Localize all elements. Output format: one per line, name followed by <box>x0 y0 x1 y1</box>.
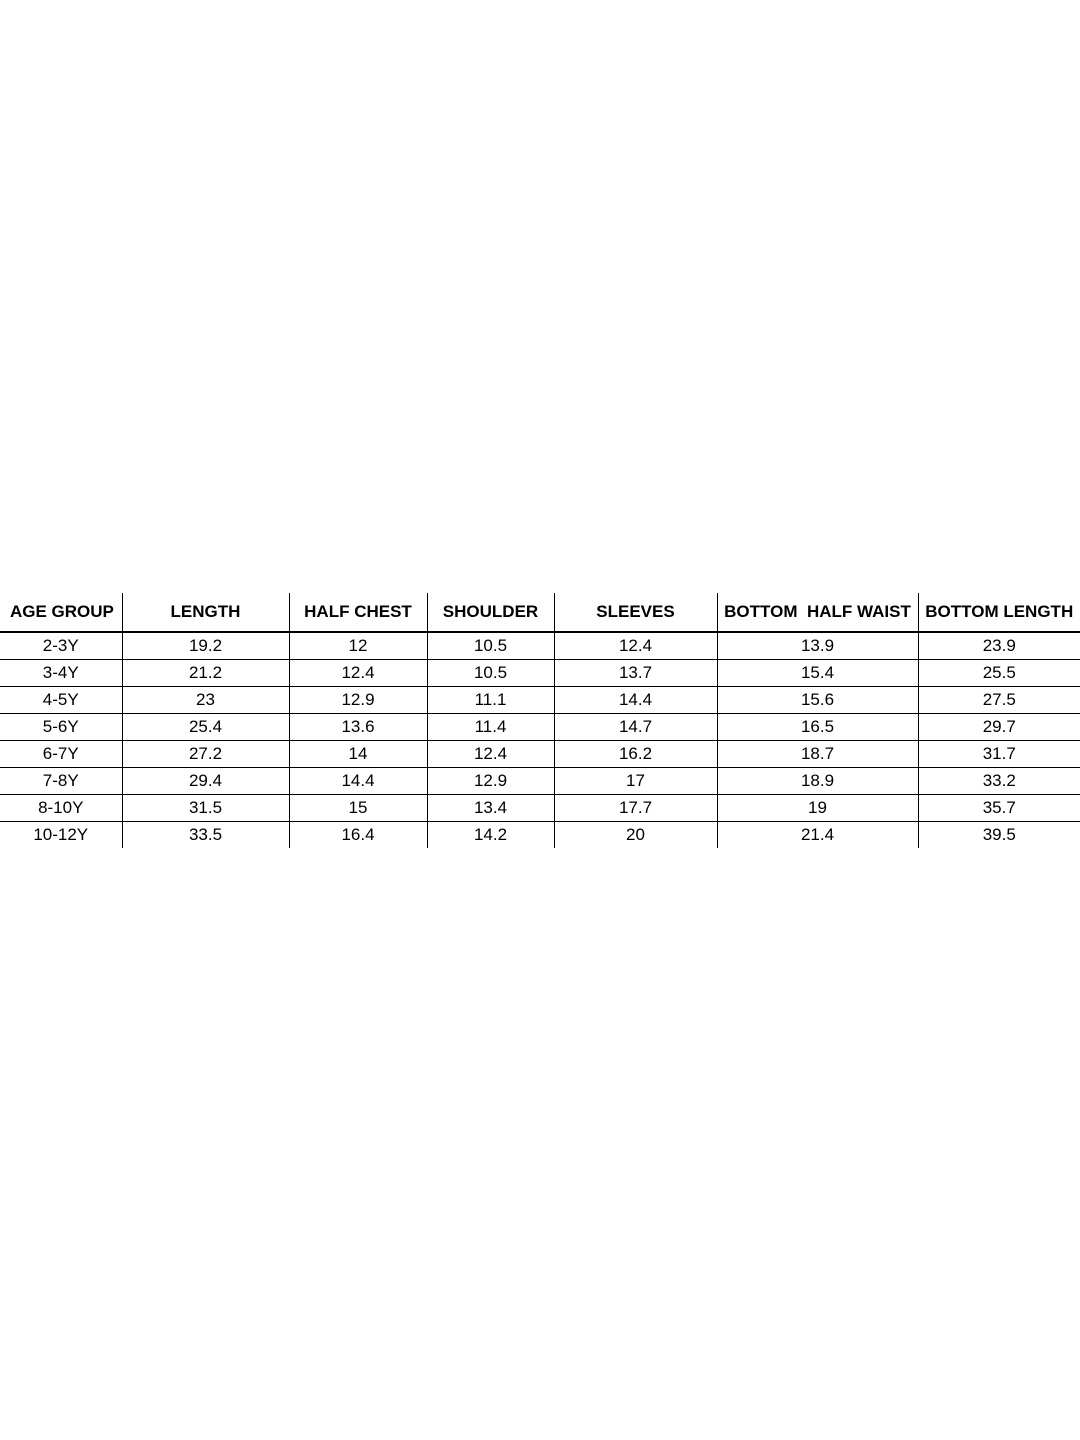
cell-half-chest: 12 <box>289 632 427 660</box>
cell-half-chest: 13.6 <box>289 714 427 741</box>
cell-length: 29.4 <box>122 768 289 795</box>
cell-bottom-length: 23.9 <box>918 632 1080 660</box>
cell-bottom-half-waist: 18.9 <box>717 768 918 795</box>
header-age-group: AGE GROUP <box>0 593 122 632</box>
table-row <box>0 714 1080 741</box>
cell-sleeves: 17.7 <box>554 795 717 822</box>
cell-sleeves: 13.7 <box>554 660 717 687</box>
table-row <box>0 768 1080 795</box>
cell-age-group: 4-5Y <box>0 687 122 714</box>
cell-bottom-length: 25.5 <box>918 660 1080 687</box>
cell-shoulder: 10.5 <box>427 660 554 687</box>
cell-half-chest: 16.4 <box>289 822 427 849</box>
cell-half-chest: 12.9 <box>289 687 427 714</box>
header-half-chest: HALF CHEST <box>289 593 427 632</box>
table-header <box>0 593 1080 632</box>
header-length: LENGTH <box>122 593 289 632</box>
cell-bottom-half-waist: 21.4 <box>717 822 918 849</box>
cell-bottom-length: 31.7 <box>918 741 1080 768</box>
header-bottom-length: BOTTOM LENGTH <box>918 593 1080 632</box>
cell-age-group: 10-12Y <box>0 822 122 849</box>
cell-age-group: 8-10Y <box>0 795 122 822</box>
cell-half-chest: 14.4 <box>289 768 427 795</box>
cell-shoulder: 14.2 <box>427 822 554 849</box>
cell-bottom-length: 33.2 <box>918 768 1080 795</box>
cell-bottom-length: 35.7 <box>918 795 1080 822</box>
cell-sleeves: 16.2 <box>554 741 717 768</box>
cell-half-chest: 15 <box>289 795 427 822</box>
table-body <box>0 632 1080 848</box>
header-row <box>0 593 1080 632</box>
cell-length: 33.5 <box>122 822 289 849</box>
cell-shoulder: 10.5 <box>427 632 554 660</box>
cell-shoulder: 11.1 <box>427 687 554 714</box>
cell-sleeves: 14.4 <box>554 687 717 714</box>
cell-bottom-length: 29.7 <box>918 714 1080 741</box>
cell-age-group: 6-7Y <box>0 741 122 768</box>
cell-bottom-half-waist: 19 <box>717 795 918 822</box>
table-row <box>0 632 1080 660</box>
cell-bottom-half-waist: 18.7 <box>717 741 918 768</box>
table-row <box>0 687 1080 714</box>
size-chart-table <box>0 593 1080 848</box>
cell-bottom-half-waist: 16.5 <box>717 714 918 741</box>
cell-sleeves: 17 <box>554 768 717 795</box>
cell-length: 31.5 <box>122 795 289 822</box>
cell-length: 19.2 <box>122 632 289 660</box>
cell-bottom-half-waist: 15.6 <box>717 687 918 714</box>
cell-age-group: 3-4Y <box>0 660 122 687</box>
header-shoulder: SHOULDER <box>427 593 554 632</box>
cell-bottom-length: 27.5 <box>918 687 1080 714</box>
header-bottom-half-waist: BOTTOM HALF WAIST <box>717 593 918 632</box>
cell-bottom-half-waist: 13.9 <box>717 632 918 660</box>
cell-sleeves: 20 <box>554 822 717 849</box>
cell-shoulder: 13.4 <box>427 795 554 822</box>
cell-age-group: 5-6Y <box>0 714 122 741</box>
cell-bottom-half-waist: 15.4 <box>717 660 918 687</box>
cell-length: 27.2 <box>122 741 289 768</box>
table-row <box>0 741 1080 768</box>
header-sleeves: SLEEVES <box>554 593 717 632</box>
cell-shoulder: 12.9 <box>427 768 554 795</box>
table-row <box>0 795 1080 822</box>
cell-length: 23 <box>122 687 289 714</box>
cell-length: 25.4 <box>122 714 289 741</box>
cell-age-group: 7-8Y <box>0 768 122 795</box>
cell-sleeves: 14.7 <box>554 714 717 741</box>
table-row <box>0 660 1080 687</box>
cell-bottom-length: 39.5 <box>982 825 1016 844</box>
cell-age-group: 2-3Y <box>0 632 122 660</box>
cell-sleeves: 12.4 <box>554 632 717 660</box>
table-row <box>0 822 1080 849</box>
cell-shoulder: 11.4 <box>427 714 554 741</box>
cell-length: 21.2 <box>122 660 289 687</box>
cell-shoulder: 12.4 <box>427 741 554 768</box>
cell-half-chest: 14 <box>289 741 427 768</box>
cell-half-chest: 12.4 <box>289 660 427 687</box>
